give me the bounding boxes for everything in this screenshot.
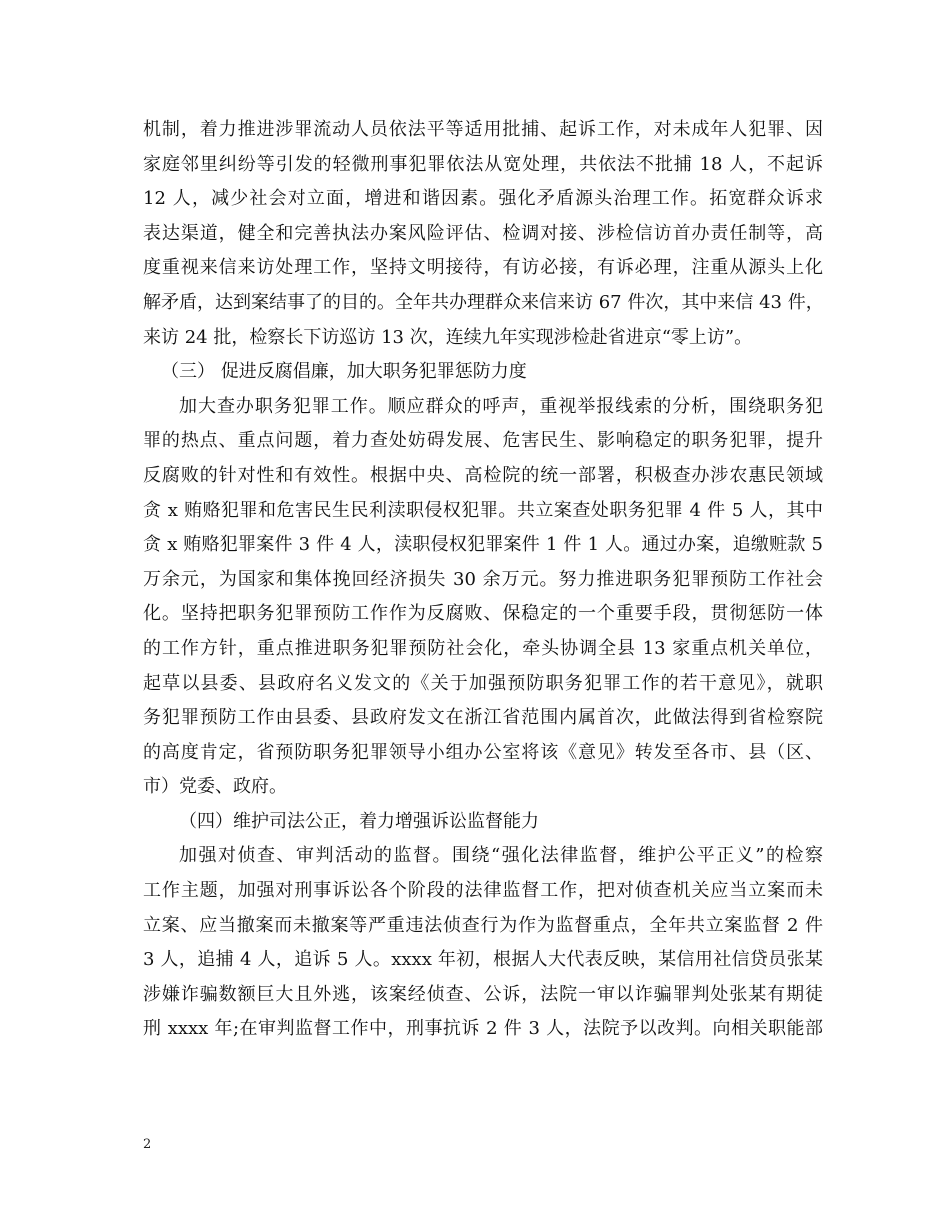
body-line: 反腐败的针对性和有效性。根据中央、高检院的统一部署，积极查办涉农惠民领域 xyxy=(143,464,823,486)
body-line: 家庭邻里纠纷等引发的轻微刑事犯罪依法从宽处理，共依法不批捕 18 人，不起诉 xyxy=(143,153,823,175)
body-line: 刑 xxxx 年;在审判监督工作中，刑事抗诉 2 件 3 人，法院予以改判。向相关职能部 xyxy=(143,1018,823,1040)
body-line: 的高度肯定，省预防职务犯罪领导小组办公室将该《意见》转发至各市、县（区、 xyxy=(143,741,823,763)
section-heading: （三） 促进反腐倡廉，加大职务犯罪惩防力度 xyxy=(161,361,527,383)
body-line: 万余元，为国家和集体挽回经济损失 30 余万元。努力推进职务犯罪预防工作社会 xyxy=(143,568,823,590)
body-line: 起草以县委、县政府名义发文的《关于加强预防职务犯罪工作的若干意见》，就职 xyxy=(143,672,823,694)
body-line: 表达渠道，健全和完善执法办案风险评估、检调对接、涉检信访首办责任制等，高 xyxy=(143,222,823,244)
body-line: 加强对侦查、审判活动的监督。围绕“强化法律监督，维护公平正义”的检察 xyxy=(179,845,823,867)
body-line: 加大查办职务犯罪工作。顺应群众的呼声，重视举报线索的分析，围绕职务犯 xyxy=(179,395,823,417)
body-line: 罪的热点、重点问题，着力查处妨碍发展、危害民生、影响稳定的职务犯罪，提升 xyxy=(143,430,823,452)
document-body xyxy=(143,113,823,1047)
body-line: 解矛盾，达到案结事了的目的。全年共办理群众来信来访 67 件次，其中来信 43 件， xyxy=(143,291,824,313)
body-line: 机制，着力推进涉罪流动人员依法平等适用批捕、起诉工作，对未成年人犯罪、因 xyxy=(143,119,823,140)
body-line: 贪 x 贿赂犯罪案件 3 件 4 人，渎职侵权犯罪案件 1 件 1 人。通过办案，追缴赃款 5 xyxy=(143,534,823,556)
body-line: 立案、应当撤案而未撤案等严重违法侦查行为作为监督重点，全年共立案监督 2 件 xyxy=(143,914,823,936)
body-line: 市）党委、政府。 xyxy=(143,776,287,798)
body-line: 化。坚持把职务犯罪预防工作作为反腐败、保稳定的一个重要手段，贯彻惩防一体 xyxy=(143,603,823,625)
body-line: 3 人，追捕 4 人，追诉 5 人。xxxx 年初，根据人大代表反映，某信用社信贷员张某 xyxy=(143,949,823,971)
body-line: 12 人，减少社会对立面，增进和谐因素。强化矛盾源头治理工作。拓宽群众诉求 xyxy=(143,188,823,210)
body-line: 贪 x 贿赂犯罪和危害民生民利渎职侵权犯罪。共立案查处职务犯罪 4 件 5 人，其中 xyxy=(143,499,823,521)
body-line: 涉嫌诈骗数额巨大且外逃，该案经侦查、公诉，法院一审以诈骗罪判处张某有期徒 xyxy=(143,983,823,1005)
body-line: 务犯罪预防工作由县委、县政府发文在浙江省范围内属首次，此做法得到省检察院 xyxy=(143,707,823,729)
body-line: 来访 24 批，检察长下访巡访 13 次，连续九年实现涉检赴省进京“零上访”。 xyxy=(143,326,753,348)
body-line: 度重视来信来访处理工作，坚持文明接待，有访必接，有诉必理，注重从源头上化 xyxy=(143,257,823,279)
body-line: 工作主题，加强对刑事诉讼各个阶段的法律监督工作，把对侦查机关应当立案而未 xyxy=(143,880,823,902)
section-heading: （四）维护司法公正，着力增强诉讼监督能力 xyxy=(179,810,539,832)
page-number: 2 xyxy=(143,1137,152,1152)
body-line: 的工作方针，重点推进职务犯罪预防社会化，牵头协调全县 13 家重点机关单位， xyxy=(143,637,823,659)
